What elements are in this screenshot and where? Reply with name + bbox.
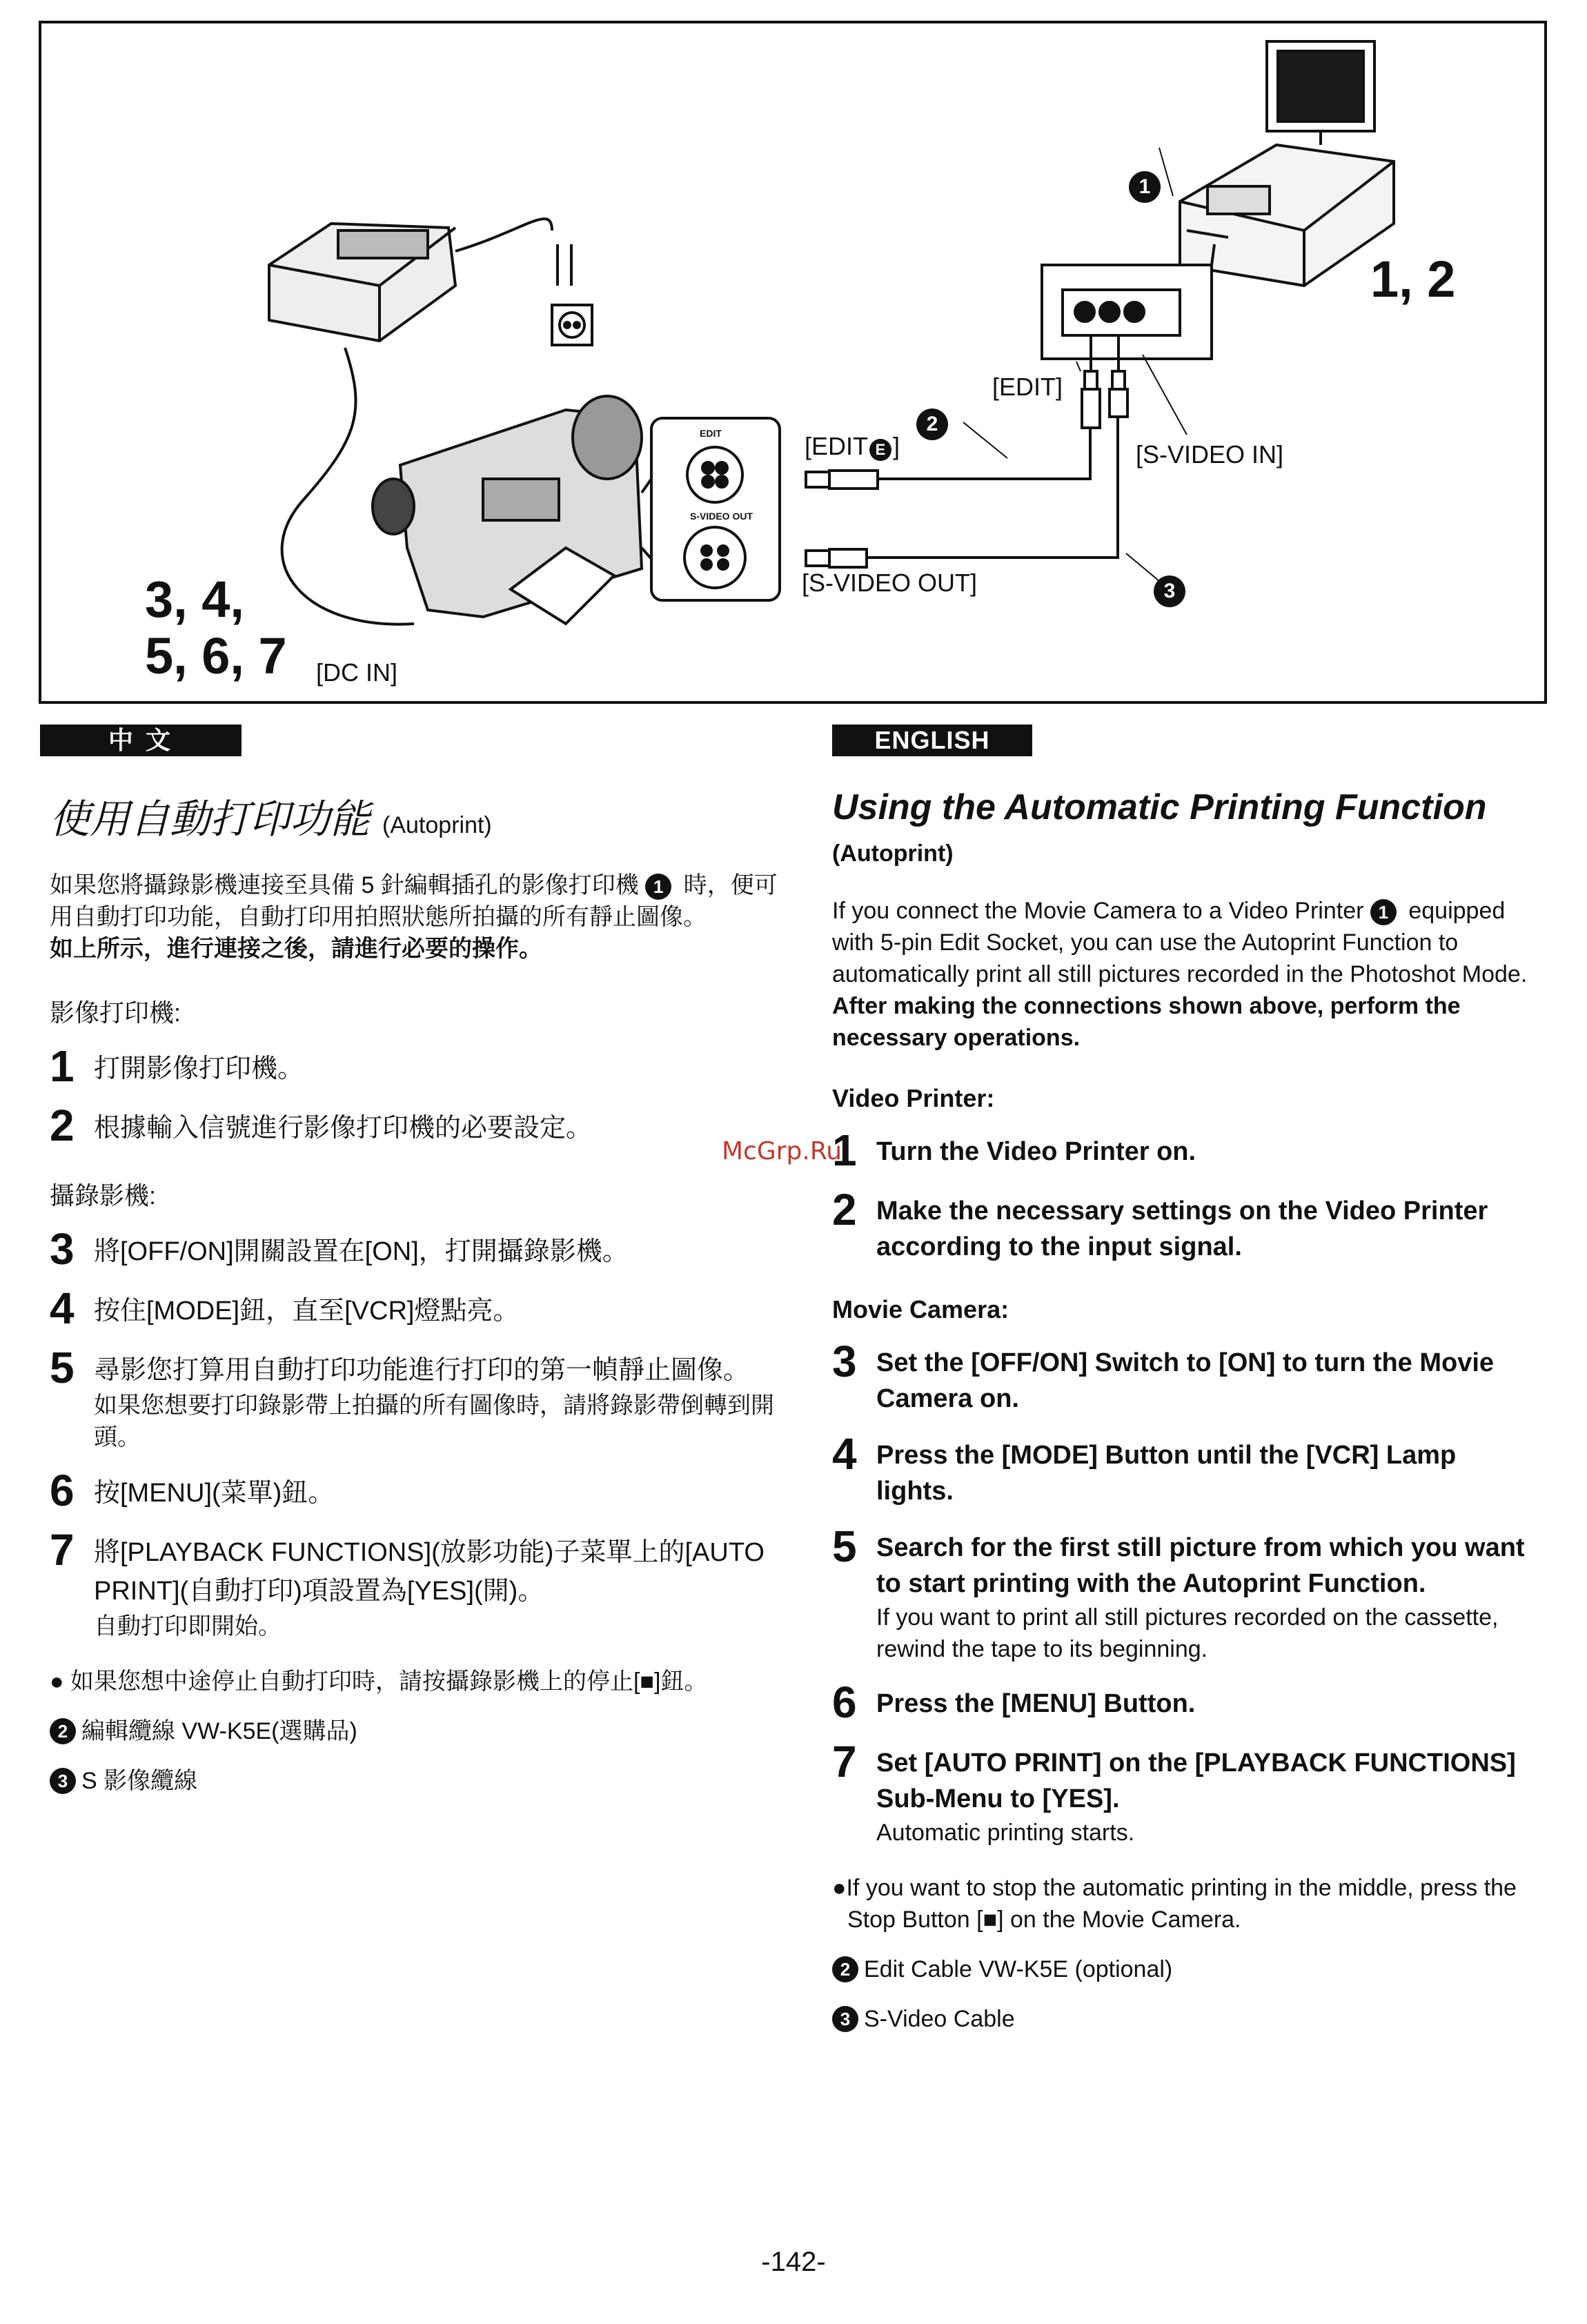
english-column xyxy=(832,787,1536,2035)
ref-text: 編輯纜線 VW-K5E(選購品) xyxy=(81,1718,357,1744)
english-ref-svideo-cable xyxy=(832,2003,1536,2035)
svideo-in-label: [S-VIDEO IN] xyxy=(1136,440,1284,469)
chinese-intro-post: 時，便可用自動打印功能，自動打印用拍照狀態所拍攝的所有靜止圖像。 xyxy=(50,872,778,930)
step-item xyxy=(832,1737,1536,1849)
printer-marker-icon: 1 xyxy=(645,874,671,900)
step-text: 將[PLAYBACK FUNCTIONS](放影功能)子菜單上的[AUTO PRINT](自動打印)項設置為[YES](開)。 xyxy=(94,1538,765,1606)
chinese-camera-steps xyxy=(50,1224,781,1642)
step-item xyxy=(832,1125,1536,1175)
step-number: 4 xyxy=(50,1283,75,1333)
camera-socket-panel xyxy=(642,418,780,600)
step-text: Set [AUTO PRINT] on the [PLAYBACK FUNCTIONS] Sub-Menu to [YES]. xyxy=(876,1749,1516,1813)
camcorder-drawing xyxy=(373,396,642,624)
step-text: Press the [MENU] Button. xyxy=(876,1689,1196,1718)
step-number: 3 xyxy=(832,1337,857,1386)
printer-marker-icon: 1 xyxy=(1370,899,1397,925)
page-number: -142- xyxy=(761,2247,826,2277)
chinese-title xyxy=(50,787,781,845)
camera-steps-label-1: 3, 4, xyxy=(145,571,244,628)
step-item xyxy=(832,1339,1536,1417)
marker-2-icon: 2 xyxy=(50,1718,76,1744)
step-item xyxy=(832,1429,1536,1509)
chinese-intro-2: 如上所示，進行連接之後，請進行必要的操作。 xyxy=(50,936,542,962)
ref-text: Edit Cable VW-K5E (optional) xyxy=(864,1956,1173,1982)
chinese-stop-note-text: 如果您想中途停止自動打印時，請按攝錄影機上的停止[■]鈕。 xyxy=(70,1668,708,1695)
step-number: 5 xyxy=(832,1522,857,1571)
step-number: 6 xyxy=(50,1466,75,1515)
step-text: Press the [MODE] Button until the [VCR] Lamp lights. xyxy=(876,1441,1457,1506)
english-title: Using the Automatic Printing Function xyxy=(832,787,1487,827)
english-intro xyxy=(832,895,1536,990)
step-text: 打開影像打印機。 xyxy=(94,1054,304,1083)
leader-lines xyxy=(963,148,1187,581)
english-intro-bold: After making the connections shown above, perform the necessary operations. xyxy=(832,993,1461,1051)
step-item xyxy=(50,1283,781,1333)
marker-3-icon: 3 xyxy=(832,2006,858,2032)
marker-2-icon: 2 xyxy=(916,408,948,440)
step-item xyxy=(50,1525,781,1642)
step-item xyxy=(50,1343,781,1453)
panel-svideo-out-label: S-VIDEO OUT xyxy=(690,511,753,522)
edit-out-label xyxy=(805,432,900,461)
step-item xyxy=(50,1103,781,1148)
power-outlet-drawing xyxy=(552,244,592,345)
english-stop-note-text: If you want to stop the automatic printing in the middle, press the Stop Button [■] on the Movie Camera. xyxy=(846,1875,1517,1933)
step-item xyxy=(832,1185,1536,1265)
step-item xyxy=(832,1677,1536,1727)
step-note: 自動打印即開始。 xyxy=(94,1613,282,1639)
step-number: 1 xyxy=(832,1125,857,1175)
english-stop-note: ●If you want to stop the automatic printing in the middle, press the Stop Button [■] on the Movie Camera. xyxy=(832,1875,1517,1933)
step-note: Automatic printing starts. xyxy=(876,1820,1135,1846)
dc-in-label: [DC IN] xyxy=(316,658,398,687)
english-printer-heading: Video Printer: xyxy=(832,1084,995,1112)
marker-3-icon: 3 xyxy=(50,1768,76,1794)
marker-1-icon: 1 xyxy=(1129,171,1161,203)
step-number: 5 xyxy=(50,1343,75,1392)
step-text: Turn the Video Printer on. xyxy=(876,1137,1196,1166)
step-text: 按住[MODE]鈕，直至[VCR]燈點亮。 xyxy=(94,1297,520,1326)
step-number: 1 xyxy=(50,1041,75,1091)
step-number: 2 xyxy=(50,1101,75,1150)
step-text: 尋影您打算用自動打印功能進行打印的第一幀靜止圖像。 xyxy=(94,1356,750,1385)
english-intro-pre: If you connect the Movie Camera to a Video Printer xyxy=(832,898,1364,924)
step-note: If you want to print all still pictures recorded on the cassette, rewind the tape to its beginning. xyxy=(876,1604,1499,1662)
step-text: Set the [OFF/ON] Switch to [ON] to turn the Movie Camera on. xyxy=(876,1348,1495,1413)
step-number: 3 xyxy=(50,1224,75,1274)
chinese-printer-heading: 影像打印機: xyxy=(50,998,181,1027)
chinese-ref-svideo-cable xyxy=(50,1765,781,1797)
connection-diagram xyxy=(39,21,1547,704)
marker-3-icon: 3 xyxy=(1154,575,1185,607)
english-printer-steps xyxy=(832,1125,1536,1265)
chinese-title-sub: (Autoprint) xyxy=(382,812,492,838)
step-note: 如果您想要打印錄影帶上拍攝的所有圖像時，請將錄影帶倒轉到開頭。 xyxy=(94,1392,774,1450)
step-number: 2 xyxy=(832,1185,857,1234)
step-number: 6 xyxy=(832,1677,857,1727)
tv-monitor-drawing xyxy=(1267,41,1374,145)
step-text: 將[OFF/ON]開關設置在[ON]，打開攝錄影機。 xyxy=(94,1237,629,1266)
step-text: 根據輸入信號進行影像打印機的必要設定。 xyxy=(94,1114,593,1143)
step-number: 4 xyxy=(832,1429,857,1479)
step-number: 7 xyxy=(50,1525,75,1575)
e-marker-icon: E xyxy=(869,439,891,461)
ref-text: S-Video Cable xyxy=(864,2006,1015,2032)
chinese-title-text: 使用自動打印功能 xyxy=(50,796,371,843)
watermark-text: McGrp.Ru xyxy=(722,1137,842,1165)
ac-adaptor-drawing xyxy=(269,219,552,341)
step-text: 按[MENU](菜單)鈕。 xyxy=(94,1479,335,1508)
ref-text: S 影像纜線 xyxy=(81,1768,198,1794)
step-item xyxy=(50,1041,781,1091)
chinese-ref-edit-cable xyxy=(50,1715,781,1747)
english-intro-post: equipped with 5-pin Edit Socket, you can use the Autoprint Function to automatically print all still pictures recorded in the Photoshot Mode. xyxy=(832,898,1528,987)
english-subtitle: (Autoprint) xyxy=(832,840,954,867)
english-ref-edit-cable xyxy=(832,1953,1536,1985)
camera-steps-label-2: 5, 6, 7 xyxy=(145,627,287,685)
svideo-out-label: [S-VIDEO OUT] xyxy=(802,569,978,597)
chinese-intro-pre: 如果您將攝錄影機連接至具備 5 針編輯插孔的影像打印機 xyxy=(50,872,639,898)
chinese-stop-note: ● 如果您想中途停止自動打印時，請按攝錄影機上的停止[■]鈕。 xyxy=(50,1668,708,1695)
connection-illustration xyxy=(41,23,1544,701)
english-section-header: ENGLISH xyxy=(832,725,1032,756)
chinese-section-header: 中 文 xyxy=(40,725,241,756)
step-item xyxy=(50,1224,781,1274)
printer-steps-label: 1, 2 xyxy=(1370,250,1456,308)
chinese-intro xyxy=(50,869,781,933)
step-item xyxy=(50,1468,781,1513)
panel-edit-label: EDIT xyxy=(700,428,722,439)
edit-out-close: ] xyxy=(893,432,900,460)
english-camera-heading: Movie Camera: xyxy=(832,1295,1009,1323)
step-number: 7 xyxy=(832,1737,857,1786)
step-text: Make the necessary settings on the Video Printer according to the input signal. xyxy=(876,1197,1488,1261)
edit-out-text: [EDIT xyxy=(805,432,869,460)
edit-in-label: [EDIT] xyxy=(992,373,1063,401)
step-item xyxy=(832,1524,1536,1665)
step-text: Search for the first still picture from which you want to start printing with the Autoprint Function. xyxy=(876,1533,1525,1598)
english-camera-steps xyxy=(832,1339,1536,1849)
chinese-column xyxy=(50,787,781,1797)
chinese-camera-heading: 攝錄影機: xyxy=(50,1181,157,1210)
marker-2-icon: 2 xyxy=(832,1956,858,1982)
chinese-printer-steps xyxy=(50,1041,781,1150)
